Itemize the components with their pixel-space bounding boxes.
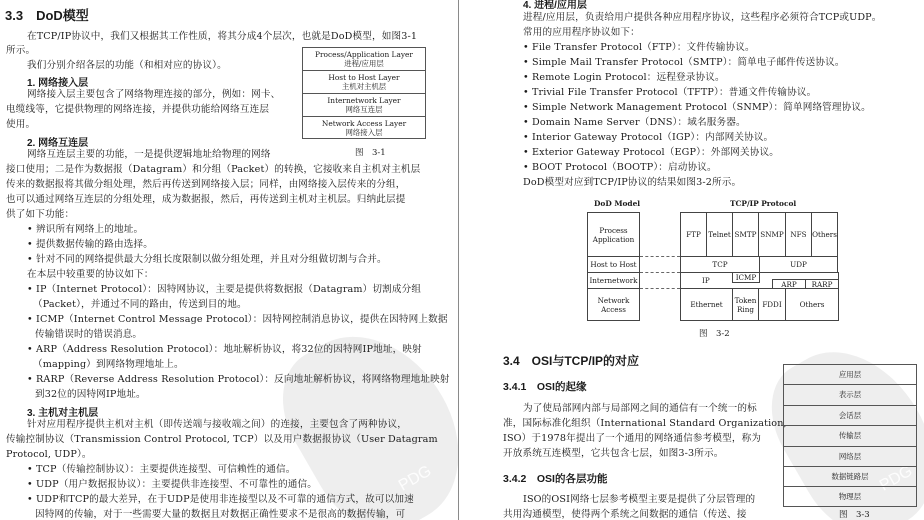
bullet-item: • RARP（Reverse Address Resolution Protocol）：反向地址解析协议，将网络物理地址映射 — [27, 374, 450, 385]
section-title: 3.4 OSI与TCP/IP的对应 — [503, 354, 640, 368]
bullet-item: • IP（Internet Protocol）：因特网协议，主要是提供将数据报（Datagram）切割成分组 — [27, 284, 422, 295]
osi-layer-transport: 传输层 — [784, 426, 916, 446]
bullet-item: • Simple Network Management Protocol（SNMP）：简单网络管理协议。 — [523, 102, 871, 113]
paragraph-line: Protocol, UDP）。 — [6, 449, 92, 460]
paragraph-line: 传来的数据报将其做分组处理，然后再传送到网络接入层；同样，由网络接入层传来的分组， — [6, 179, 406, 190]
layer1-heading: 1. 网络接入层 — [27, 78, 89, 89]
fig31-row — [303, 94, 425, 117]
fig31-row-en: Host to Host Layer — [328, 73, 400, 82]
bullet-item: • 针对不同的网络提供最大分组长度限制以做分组处理，并且对分组做切割与合并。 — [27, 254, 387, 265]
figure-3-3-osi-layers — [783, 364, 917, 507]
osi-layer-session: 会话层 — [784, 406, 916, 426]
paragraph-line: 供了如下功能： — [6, 209, 75, 220]
layer2-heading: 2. 网络互连层 — [27, 138, 89, 149]
mapping-dashed-line — [640, 256, 680, 257]
bullet-item: • ICMP（Internet Control Message Protocol）：因特网控制消息协议，提供在因特网上数据 — [27, 314, 448, 325]
paragraph-line: 网络接入层主要包含了网络物理连接的部分，例如：网卡、 — [27, 89, 281, 100]
bullet-continuation: 因特网的传输，对于一些需要大量的数据且对数据正确性要求不是很高的数据传输，可 — [35, 509, 406, 520]
paragraph-line: 接口使用；二是作为数据报（Datagram）和分组（Packet）的转换，它接收来自主机对主机层 — [6, 164, 421, 175]
proto-smtp: SMTP — [732, 212, 759, 257]
proto-telnet: Telnet — [706, 212, 733, 257]
mapping-dashed-line — [640, 288, 680, 289]
bullet-continuation: （Packet），并通过不同的路由，传送到目的地。 — [33, 299, 247, 310]
bullet-item: • Domain Name Server（DNS）：域名服务器。 — [523, 117, 746, 128]
watermark-text: PDG — [876, 462, 916, 495]
paragraph-line: 准，国际标准化组织（International Standard Organization, — [503, 418, 787, 429]
subsection-heading: 3.4.2 OSI的各层功能 — [503, 473, 608, 485]
paragraph-line: DoD模型对应到TCP/IP协议的结果如图3-2所示。 — [523, 177, 742, 188]
proto-rarp: RARP — [805, 279, 839, 289]
proto-udp: UDP — [759, 256, 838, 273]
figure-caption: 图 3-2 — [699, 329, 730, 339]
bullet-item: • Simple Mail Transfer Protocol（SMTP）：简单电子邮件传送协议。 — [523, 57, 845, 68]
fig31-row-zh: 进程/应用层 — [344, 59, 384, 68]
fig31-row-zh: 网络互连层 — [345, 105, 383, 114]
dod-host-to-host: Host to Host — [587, 256, 640, 273]
bullet-item: • TCP（传输控制协议）：主要提供连接型、可信赖性的通信。 — [27, 464, 296, 475]
dod-internetwork: Internetwork — [587, 272, 640, 289]
figure-3-1-dod-layers — [302, 47, 426, 139]
dod-process-application: Process Application — [587, 212, 640, 257]
paragraph-line: 所示。 — [6, 45, 36, 56]
paragraph-line: 开放系统互连模型，它共包含七层，如图3-3所示。 — [503, 448, 724, 459]
paragraph-line: 使用。 — [6, 119, 36, 130]
tcpip-protocol-title: TCP/IP Protocol — [730, 199, 797, 208]
paragraph-line: 电缆线等，它提供物理的网络连接，并提供功能给网络互连层 — [6, 104, 270, 115]
fig31-row-zh: 网络接入层 — [345, 128, 383, 137]
mapping-dashed-line — [640, 272, 680, 273]
bullet-item: • File Transfer Protocol（FTP）：文件传输协议。 — [523, 42, 755, 53]
paragraph-line: 也可以通过网络互连层的分组处理，成为数据报，然后，再传送到主机对主机层。归纳此层提 — [6, 194, 406, 205]
bullet-item: • UDP（用户数据报协议）：主要提供非连接型、不可靠性的通信。 — [27, 479, 317, 490]
fig31-row-en: Process/Application Layer — [315, 50, 413, 59]
left-page — [0, 0, 458, 520]
bullet-item: • Trivial File Transfer Protocol（TFTP）：普通文件传输协议。 — [523, 87, 817, 98]
proto-snmp: SNMP — [758, 212, 786, 257]
proto-fddi: FDDI — [758, 288, 786, 321]
fig31-row-en: Internetwork Layer — [327, 96, 401, 105]
paragraph-line: 传输控制协议（Transmission Control Protocol, TCP）以及用户数据报协议（User Datagram — [6, 434, 438, 445]
figure-caption: 图 3-3 — [839, 510, 870, 520]
right-page — [459, 0, 924, 520]
proto-ftp: FTP — [680, 212, 707, 257]
proto-token-ring: Token Ring — [732, 288, 759, 321]
layer4-heading: 4. 进程/应用层 — [523, 0, 587, 11]
bullet-item: • UDP和TCP的最大差异，在于UDP是使用非连接型以及不可靠的通信方式，故可以加速 — [27, 494, 414, 505]
paragraph-line: 网络互连层主要的功能，一是提供逻辑地址给物理的网络 — [27, 149, 271, 160]
paragraph-line: 在TCP/IP协议中，我们又根据其工作性质，将其分成4个层次，也就是DoD模型，如图3-1 — [27, 31, 418, 42]
proto-arp: ARP — [772, 279, 806, 289]
figure-caption: 图 3-1 — [355, 148, 386, 158]
bullet-item: • 提供数据传输的路由选择。 — [27, 239, 153, 250]
proto-tcp: TCP — [680, 256, 760, 273]
bullet-continuation: 传输错误时的错误消息。 — [35, 329, 143, 340]
bullet-item: • BOOT Protocol（BOOTP）：启动协议。 — [523, 162, 717, 173]
proto-ethernet: Ethernet — [680, 288, 733, 321]
proto-nfs: NFS — [785, 212, 812, 257]
osi-layer-physical: 物理层 — [838, 492, 862, 502]
subsection-heading: 3.4.1 OSI的起缘 — [503, 381, 587, 393]
bullet-item: • ARP（Address Resolution Protocol）：地址解析协议，将32位的因特网IP地址，映射 — [27, 344, 422, 355]
osi-layer-network: 网络层 — [784, 447, 916, 467]
paragraph-line: 共用沟通模型，使得两个系统之间数据的通信（传送、接 — [503, 509, 747, 520]
bullet-continuation: （mapping）到网络物理地址上。 — [33, 359, 184, 370]
paragraph-line: 进程/应用层，负责给用户提供各种应用程序协议，这些程序必须符合TCP或UDP。 — [523, 12, 882, 23]
paragraph-line: ISO）于1978年提出了一个通用的网络通信参考模型，称为 — [503, 433, 762, 444]
fig31-row-zh: 主机对主机层 — [341, 82, 387, 91]
fig31-row — [303, 117, 425, 140]
bullet-continuation: 到32位的因特网IP地址。 — [35, 389, 146, 400]
paragraph-line: 为了使局部网内部与局部网之间的通信有一个统一的标 — [523, 403, 757, 414]
bullet-item: • 辨识所有网络上的地址。 — [27, 224, 144, 235]
bullet-item: • Remote Login Protocol：远程登录协议。 — [523, 72, 725, 83]
section-title: 3.3 DoD模型 — [5, 8, 89, 23]
paragraph-line: 我们分别介绍各层的功能（和相对应的协议）。 — [27, 60, 227, 71]
layer3-heading: 3. 主机对主机层 — [27, 408, 99, 419]
paragraph-line: 针对应用程序提供主机对主机（即传送端与接收端之间）的连接，主要包含了两种协议， — [27, 419, 408, 430]
proto-others-network: Others — [785, 288, 839, 321]
osi-layer-data-link: 数据链路层 — [784, 467, 916, 487]
proto-icmp: ICMP — [732, 272, 760, 283]
paragraph-line: 常用的应用程序协议如下： — [523, 27, 640, 38]
proto-ip: IP — [680, 272, 839, 289]
fig31-row — [303, 71, 425, 94]
bullet-item: • Interior Gateway Protocol（IGP）：内部网关协议。 — [523, 132, 774, 143]
fig31-row-en: Network Access Layer — [321, 119, 407, 128]
osi-layer-presentation: 表示层 — [784, 385, 916, 405]
osi-layer-application: 应用层 — [784, 365, 916, 385]
bullet-item: • Exterior Gateway Protocol（EGP）：外部网关协议。 — [523, 147, 779, 158]
paragraph-line: ISO的OSI网络七层参考模型主要是提供了分层管理的 — [523, 494, 756, 505]
proto-others-app: Others — [811, 212, 838, 257]
fig31-row — [303, 48, 425, 71]
watermark-text: PDG — [395, 462, 435, 495]
paragraph-line: 在本层中较重要的协议如下： — [27, 269, 154, 280]
dod-network-access: Network Access — [587, 288, 640, 321]
dod-model-title: DoD Model — [594, 199, 641, 208]
